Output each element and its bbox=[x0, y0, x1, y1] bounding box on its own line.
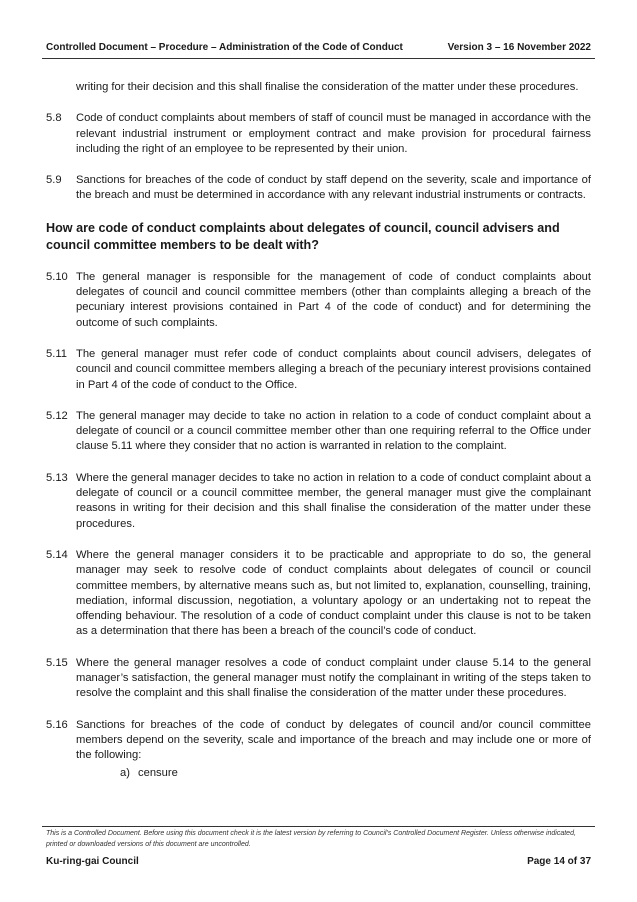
clause-body bbox=[76, 718, 591, 781]
clause-number: 5.11 bbox=[46, 347, 67, 360]
clause-number: 5.13 bbox=[46, 471, 68, 484]
footer-organisation: Ku-ring-gai Council bbox=[46, 856, 139, 867]
clause-text: Code of conduct complaints about members of staff of council must be managed in accordance with the relevant industrial instrument or employment contract and make provision for procedural fairness including the right of an employee to be represented by their union. bbox=[76, 112, 591, 155]
clause-5-16 bbox=[46, 718, 591, 781]
clause-number: 5.15 bbox=[46, 656, 68, 669]
clause-text: The general manager may decide to take no action in relation to a code of conduct complaint about a delegate of council or a council committee member other than one requiring referral to the Office under clause 5.11 where they consider that no action is warranted in relation to the complaint. bbox=[76, 409, 591, 453]
clause-text: Sanctions for breaches of the code of conduct by delegates of council and/or council committee members depend on the severity, scale and importance of the breach and may include one or more of the following: bbox=[76, 718, 591, 762]
page-header bbox=[42, 38, 595, 59]
clause-5-11 bbox=[46, 347, 591, 393]
page-footer bbox=[46, 856, 591, 867]
clause-5-10 bbox=[46, 270, 591, 331]
clause-5-15 bbox=[46, 656, 591, 702]
clause-number: 5.14 bbox=[46, 548, 68, 561]
document-body bbox=[46, 80, 591, 781]
clause-5-12 bbox=[46, 409, 591, 455]
sub-item-a bbox=[76, 766, 591, 781]
controlled-document-notice: This is a Controlled Document. Before using this document check it is the latest version by referring to Council’s Controlled Document Register. Unless otherwise indicated, printed or downloaded versions of this document are uncontrolled. bbox=[46, 830, 576, 848]
clause-number: 5.12 bbox=[46, 409, 68, 422]
clause-text: Where the general manager considers it to be practicable and appropriate to do so, the general manager may seek to resolve code of conduct complaints about delegates of council or council committee members, by alternative means such as, but not limited to, explanation, counselling, training, mediation, informal discussion, negotiation, a voluntary apology or an undertaking not to repeat the offending behaviour. The resolution of a code of conduct complaint under this clause is not to be taken as a determination that there has been a breach of the council’s code of conduct. bbox=[76, 548, 591, 638]
clause-text: Where the general manager resolves a code of conduct complaint under clause 5.14 to the general manager’s satisfaction, the general manager must notify the complainant in writing of the steps taken to resolve the complaint and this shall finalise the consideration of the matter under these procedures. bbox=[76, 656, 591, 700]
sub-item-text: censure bbox=[138, 766, 178, 779]
clause-5-13 bbox=[46, 471, 591, 532]
clause-5-9 bbox=[46, 173, 591, 204]
clause-text: Where the general manager decides to take no action in relation to a code of conduct complaint about a delegate of council or a council committee member, the general manager must give the complainant reasons in writing for their decision and this shall finalise the consideration of the matter under these procedures. bbox=[76, 471, 591, 530]
header-document-title: Controlled Document – Procedure – Administration of the Code of Conduct bbox=[46, 42, 403, 53]
clause-number: 5.9 bbox=[46, 174, 62, 187]
clause-text: The general manager must refer code of conduct complaints about council advisers, delegates of council and council committee members alleging a breach of the pecuniary interest provisions contained in Part 4 of the code of conduct to the Office. bbox=[76, 347, 591, 391]
header-version: Version 3 – 16 November 2022 bbox=[447, 42, 591, 53]
sub-item-label: a) bbox=[120, 766, 130, 779]
clause-text: Sanctions for breaches of the code of conduct by staff depend on the severity, scale and importance of the breach and must be determined in accordance with any relevant industrial instruments or contracts. bbox=[76, 174, 591, 202]
clause-number: 5.8 bbox=[46, 112, 62, 125]
clause-text: The general manager is responsible for the management of code of conduct complaints about delegates of council and council committee members (other than complaints alleging a breach of the pecuniary interest provisions contained in Part 4 of the code of conduct) and for determining the outcome of such complaints. bbox=[76, 270, 591, 329]
clause-5-8 bbox=[46, 111, 591, 157]
page-number: Page 14 of 37 bbox=[527, 856, 591, 867]
continuation-text: writing for their decision and this shall finalise the consideration of the matter under these procedures. bbox=[76, 81, 579, 93]
clause-number: 5.10 bbox=[46, 270, 68, 283]
footer-divider bbox=[42, 826, 595, 827]
clause-number: 5.16 bbox=[46, 718, 68, 731]
clause-5-14 bbox=[46, 548, 591, 640]
section-heading: How are code of conduct complaints about delegates of council, council advisers and council committee members to be dealt with? bbox=[46, 220, 560, 252]
